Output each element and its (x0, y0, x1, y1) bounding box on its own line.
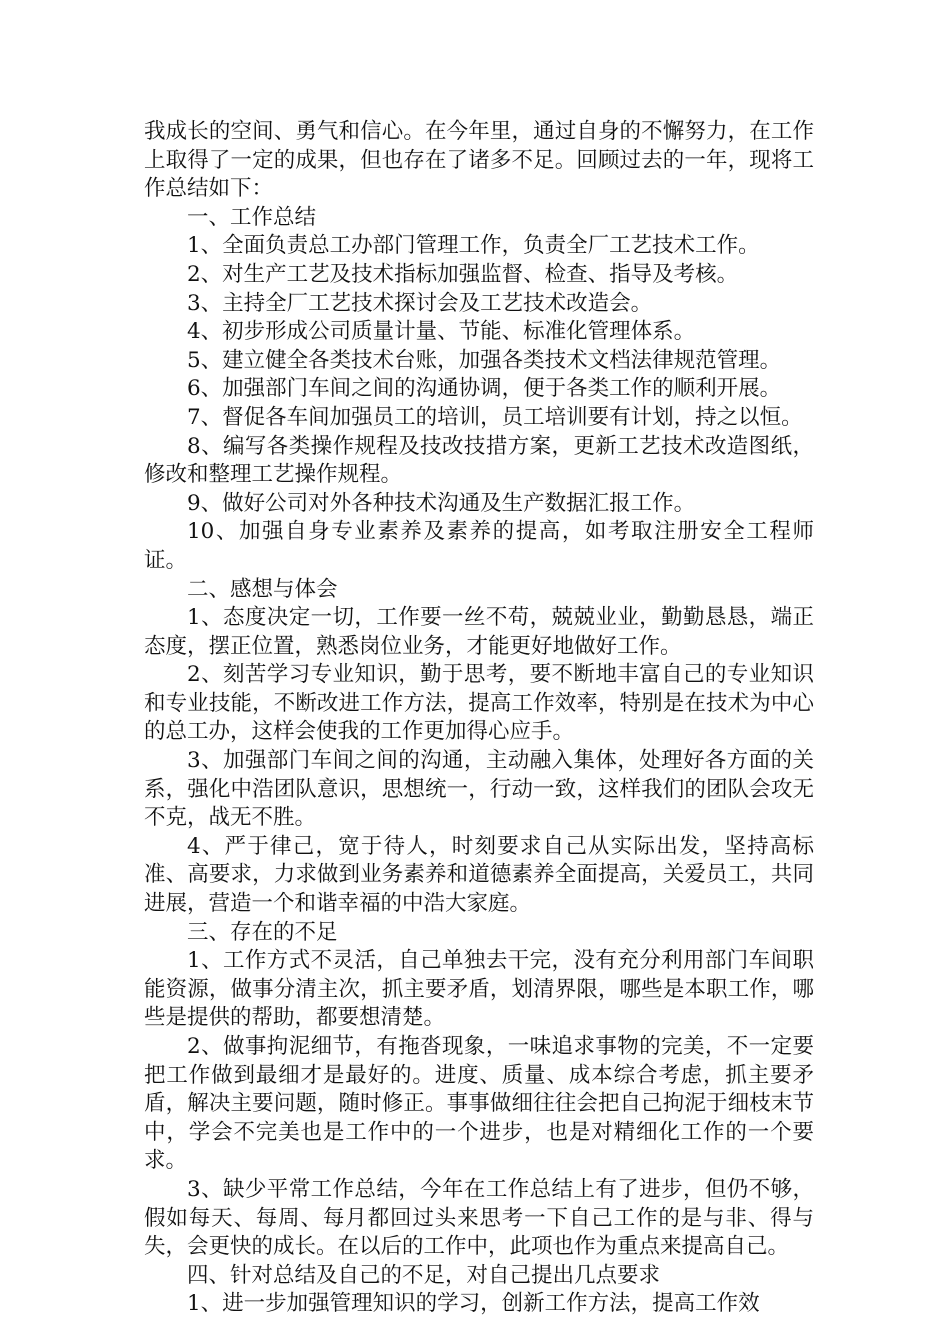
list-item: 1、全面负责总工办部门管理工作，负责全厂工艺技术工作。 (187, 233, 760, 259)
list-item: 3、主持全厂工艺技术探讨会及工艺技术改造会。 (187, 290, 653, 316)
section-heading-reflections: 二、感想与体会 (187, 576, 338, 602)
list-item: 2、刻苦学习专业知识，勤于思考，要不断地丰富自己的专业知识和专业技能，不断改进工作方法，提高工作效率，特别是在技术为中心的总工办，这样会使我的工作更加得心应手。 (144, 662, 814, 745)
list-item: 3、缺少平常工作总结，今年在工作总结上有了进步，但仍不够，假如每天、每周、每月都回过头来思考一下自己工作的是与非、得与失，会更快的成长。在以后的工作中，此项也作为重点来提高自己。 (144, 1176, 814, 1260)
list-item: 2、对生产工艺及技术指标加强监督、检查、指导及考核。 (187, 261, 739, 287)
list-item: 8、编写各类操作规程及技改技措方案，更新工艺技术改造图纸，修改和整理工艺操作规程。 (144, 433, 814, 488)
section-heading-requirements: 四、针对总结及自己的不足，对自己提出几点要求 (187, 1262, 661, 1288)
document-body (144, 118, 814, 1319)
list-item: 4、严于律己，宽于待人，时刻要求自己从实际出发，坚持高标准、高要求，力求做到业务素养和道德素养全面提高，关爱员工，共同进展，营造一个和谐幸福的中浩大家庭。 (144, 833, 814, 917)
list-item: 4、初步形成公司质量计量、节能、标准化管理体系。 (187, 319, 696, 345)
list-item: 9、做好公司对外各种技术沟通及生产数据汇报工作。 (187, 490, 696, 516)
section-heading-work-summary: 一、工作总结 (187, 204, 317, 230)
list-item: 1、进一步加强管理知识的学习，创新工作方法，提高工作效 (187, 1291, 760, 1317)
list-item: 2、做事拘泥细节，有拖沓现象，一味追求事物的完美，不一定要把工作做到最细才是最好的。进度、质量、成本综合考虑，抓主要矛盾，解决主要问题，随时修正。事事做细往往会把自己拘泥于细枝末节中，学会不完美也是工作中的一个进步，也是对精细化工作的一个要求。 (144, 1034, 814, 1174)
intro-paragraph: 我成长的空间、勇气和信心。在今年里，通过自身的不懈努力，在工作上取得了一定的成果，但也存在了诸多不足。回顾过去的一年，现将工作总结如下： (144, 119, 814, 202)
list-item: 6、加强部门车间之间的沟通协调，便于各类工作的顺利开展。 (187, 376, 782, 402)
list-item: 1、工作方式不灵活，自己单独去干完，没有充分利用部门车间职能资源，做事分清主次，抓主要矛盾，划清界限，哪些是本职工作，哪些是提供的帮助，都要想清楚。 (144, 948, 814, 1031)
section-heading-shortcomings: 三、存在的不足 (187, 919, 338, 945)
list-item: 3、加强部门车间之间的沟通，主动融入集体，处理好各方面的关系，强化中浩团队意识，思想统一，行动一致，这样我们的团队会攻无不克，战无不胜。 (144, 748, 814, 831)
list-item: 7、督促各车间加强员工的培训，员工培训要有计划，持之以恒。 (187, 404, 803, 430)
list-item: 10、加强自身专业素养及素养的提高，如考取注册安全工程师证。 (144, 519, 814, 573)
list-item: 5、建立健全各类技术台账，加强各类技术文档法律规范管理。 (187, 347, 782, 373)
list-item: 1、态度决定一切，工作要一丝不苟，兢兢业业，勤勤恳恳，端正态度，摆正位置，熟悉岗位业务，才能更好地做好工作。 (144, 605, 814, 659)
